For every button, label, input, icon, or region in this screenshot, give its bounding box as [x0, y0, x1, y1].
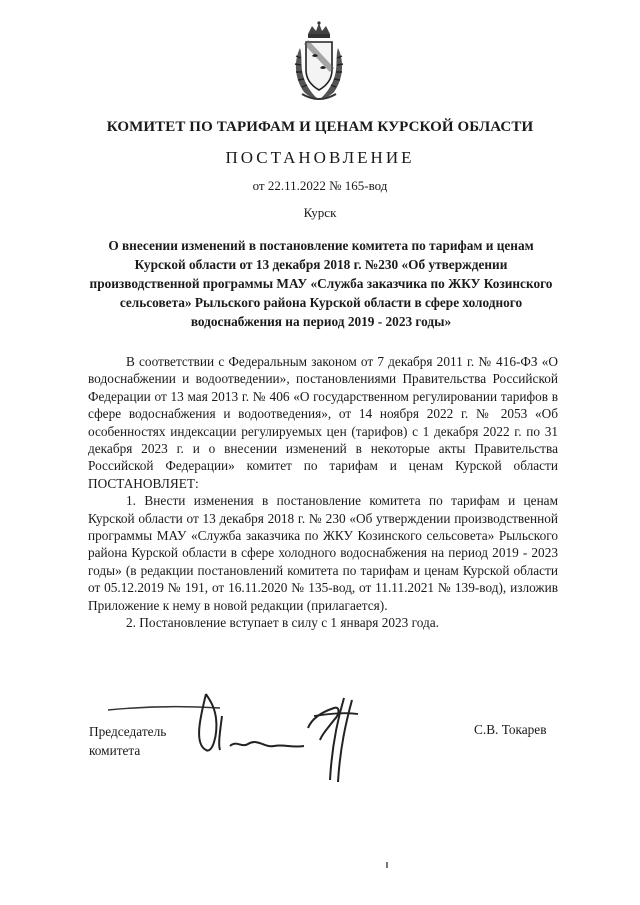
committee-name: КОМИТЕТ ПО ТАРИФАМ И ЦЕНАМ КУРСКОЙ ОБЛАСТИ	[106, 119, 534, 135]
signatory-name: С.В. Токарев	[474, 722, 547, 737]
body-paragraph: 1. Внести изменения в постановление комитета по тарифам и ценам Курской области от 13 декабря 2018 г. № 230 «Об утверждении производственной программы МАУ «Служба заказчика по ЖКУ Козинского сельсовета» Рыльского района Курской области в сфере холодного водоснабжения на период 2019 - 2023 годы» (в редакции постановлений комитета по тарифам и ценам Курской области от 05.12.2019 № 191, от 16.11.2020 № 135-вод, от 11.11.2021 № 139-вод), изложив Приложение к нему в новой редакции (прилагается).	[88, 493, 558, 613]
body-paragraph: 2. Постановление вступает в силу с 1 января 2023 года.	[126, 615, 440, 631]
document-title: О внесении изменений в постановление комитета по тарифам и ценам Курской области от 13 декабря 2018 г. №230 «Об утверждении производственной программы МАУ «Служба заказчика по ЖКУ Козинского сельсовета» Рыльского района Курской области в сфере холодного водоснабжения на период 2019 - 2023 годы»	[89, 238, 553, 329]
date-and-number: от 22.11.2022 № 165-вод	[252, 178, 388, 193]
scan-mark	[386, 862, 388, 868]
coat-of-arms-icon	[290, 20, 348, 102]
body-paragraph: В соответствии с Федеральным законом от 7 декабря 2011 г. № 416-ФЗ «О водоснабжении и водоотведении», постановлениями Правительства Российской Федерации от 13 мая 2013 г. № 406 «О государственном регулировании тарифов в сфере водоснабжения и водоотведения», от 14 ноября 2022 г. № 2053 «Об особенностях индексации регулируемых цен (тарифов) с 1 декабря 2022 г. по 31 декабря 2023 г. и о внесении изменений в некоторые акты Правительства Российской Федерации» комитет по тарифам и ценам Курской области ПОСТАНОВЛЯЕТ:	[88, 354, 558, 491]
document-type: ПОСТАНОВЛЕНИЕ	[225, 148, 415, 167]
city: Курск	[303, 205, 337, 220]
position-line: Председатель	[89, 724, 167, 739]
position-line: комитета	[89, 743, 141, 758]
signatory-position	[89, 722, 166, 760]
document-body	[88, 353, 558, 632]
